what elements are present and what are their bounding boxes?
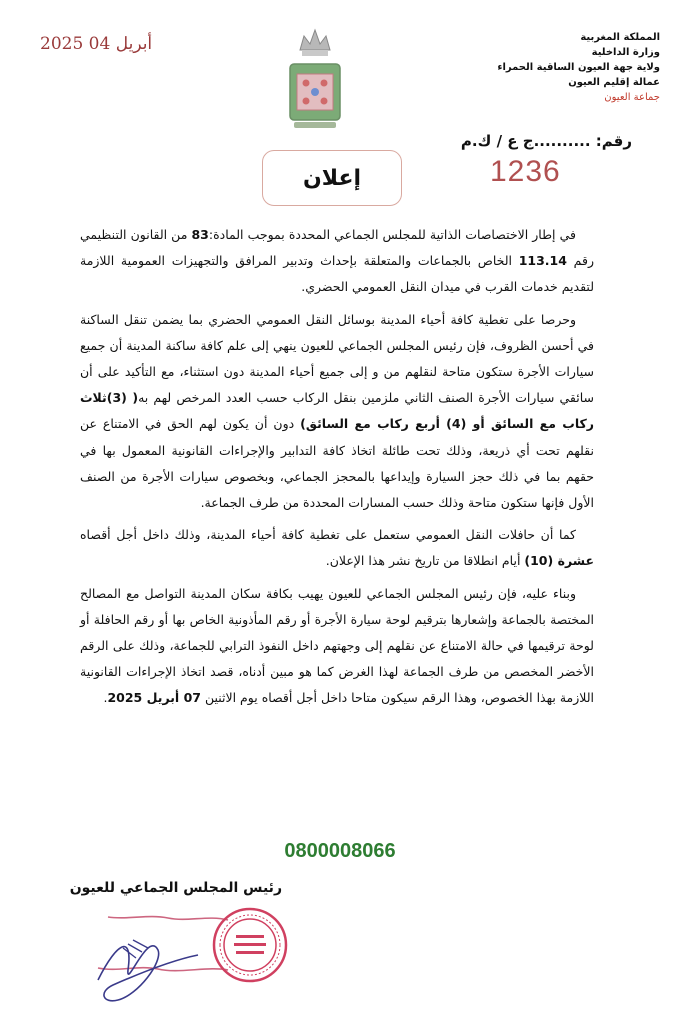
green-phone-number: 0800008066 [284,840,396,862]
announcement-body [80,222,594,718]
prefecture-line: عمالة إقليم العيون [568,77,660,88]
handwritten-date: 2025 أبريل 04 [40,34,153,54]
paragraph-4: وبناء عليه، فإن رئيس المجلس الجماعي للعيون يهيب بكافة سكان المدينة التواصل مع المصالح المختصة بالجماعة وإشعارها بترقيم لوحة سيارة الأجرة أو رقم المأذونية الخاص بها أو رقم الحافلة أو لوحة ترقيمها في حالة الامتناع عن نقلهم إلى وجهتهم داخل النفوذ الترابي للجماعة، وذلك على الرقم الأخضر المخصص من طرف الجماعة لهذا الغرض كما هو مبين أدناه، قصد اتخاذ الإجراءات القانونية اللازمة بهذا الخصوص، وهذا الرقم سيكون متاحا داخل أجل أقصاه يوم الاثنين 07 أبريل 2025. [80,585,594,706]
title-text: إعلان [302,165,362,191]
signature-title: رئيس المجلس الجماعي للعيون [69,880,282,896]
document-number: 1236 [490,155,561,188]
kingdom-emblem-icon [282,22,348,132]
official-stamp-icon [210,905,290,985]
document-title [262,150,402,206]
paragraph-3: كما أن حافلات النقل العمومي ستعمل على تغطية كافة أحياء المدينة، وذلك داخل أجل أقصاه عشرة (10) أيام انطلاقا من تاريخ نشر هذا الإعلان. [80,527,594,569]
region-line: ولاية جهة العيون الساقية الحمراء [497,62,660,73]
kingdom-line: المملكة المغربية [580,32,660,43]
paragraph-2: وحرصا على تغطية كافة أحياء المدينة بوسائل النقل العمومي الحضري بما يضمن تنقل الساكنة في أحسن الظروف، فإن رئيس المجلس الجماعي للعيون ينهي إلى علم كافة ساكنة المدينة أن جميع سيارات الأجرة ستكون متاحة لنقلهم من و إلى جميع أحياء المدينة دون استثناء، مع التأكيد على أن سائقي سيارات الأجرة الصنف الثاني ملزمين بنقل الركاب حسب العدد المرخص لهم به( (3)ثلاث ركاب مع السائق أو (4) أربع ركاب مع السائق) دون أن يكون لهم الحق في الامتناع عن نقلهم تحت أي ذريعة، وذلك تحت طائلة اتخاذ كافة التدابير والإجراءات القانونية المعمول بها في حقهم بما في ذلك حجز السيارة وإيداعها بالمحجز الجماعي، وبخصوص سيارات الأجرة من الصنف الأول فإنها ستكون متاحة وذلك حسب المسارات المحددة من طرف الجماعة. [80,311,594,511]
commune-line: جماعة العيون [604,92,660,103]
issuer-header [460,30,660,105]
reference-number: رقم: ..........ج ع / ك.م [460,132,632,150]
paragraph-1: في إطار الاختصاصات الذاتية للمجلس الجماعي المحددة بموجب المادة:83 من القانون التنظيمي رقم 113.14 الخاص بالجماعات والمتعلقة بإحداث وتدبير المرافق والتجهيزات العمومية اللازمة لتقديم خدمات القرب في ميدان النقل العمومي الحضري. [80,227,594,295]
ministry-line: وزارة الداخلية [591,47,660,58]
